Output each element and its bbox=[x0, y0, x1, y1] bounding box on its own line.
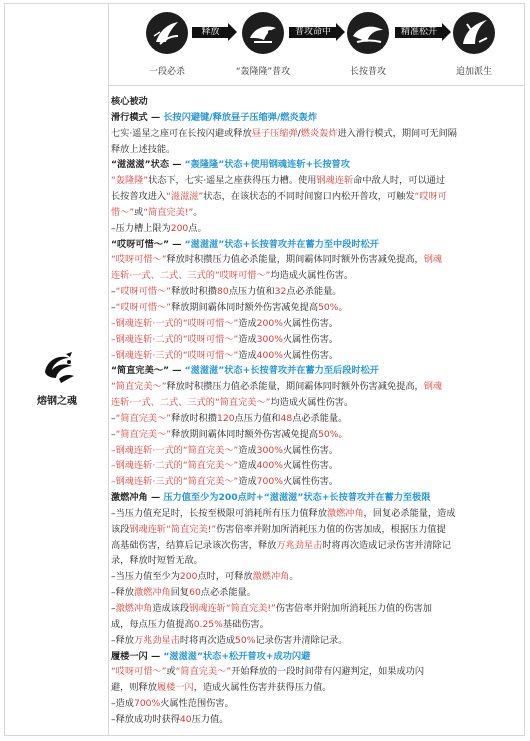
text-segment: 或 bbox=[134, 206, 144, 218]
text-segment: 60 bbox=[189, 587, 201, 599]
text-segment: 造成 bbox=[238, 476, 257, 488]
text-segment: “轰隆隆” bbox=[111, 175, 149, 187]
text-segment: 滑行模式 — bbox=[111, 111, 164, 123]
text-segment: 释放上述技能。 bbox=[111, 143, 176, 155]
text-segment: 状态，在该状态的不同时间窗口内松开普攻，可触发 bbox=[203, 191, 415, 203]
skill-table bbox=[4, 3, 525, 736]
text-segment: 激燃冲角 — bbox=[111, 492, 164, 504]
text-segment: 均造成火属性伤害。 bbox=[270, 270, 354, 282]
text-segment: –释放 bbox=[111, 587, 134, 599]
ultimate-skill-icon bbox=[146, 12, 188, 54]
text-segment: “哎呀可惜～” bbox=[182, 333, 239, 345]
description-line bbox=[111, 189, 524, 205]
text-segment: 激燃冲角 bbox=[133, 587, 171, 599]
text-segment: 钢魂连斩 bbox=[316, 175, 354, 187]
text-segment: –钢魂连斩·三式的 bbox=[111, 476, 183, 488]
text-segment: 万兆劲星击 bbox=[276, 539, 323, 551]
description-line bbox=[111, 379, 524, 395]
skill-name-cell bbox=[5, 4, 109, 735]
text-segment: 昼子压缩弹 bbox=[251, 127, 298, 139]
text-segment: 点必杀能量。 bbox=[286, 286, 342, 298]
description-line bbox=[111, 522, 524, 538]
text-segment: “简直完美!” bbox=[143, 206, 194, 218]
text-segment: 录，释放时短暂无敌。 bbox=[111, 555, 203, 567]
text-segment: “哎呀可 bbox=[414, 191, 447, 203]
text-segment: 释放时积攒 bbox=[171, 286, 217, 298]
description-line bbox=[111, 649, 524, 665]
text-segment: 惜～” bbox=[111, 206, 135, 218]
text-segment: 七实·遥星之座可在长按闪避或释放 bbox=[111, 127, 252, 139]
description-line bbox=[111, 142, 524, 158]
text-segment: 400% bbox=[256, 460, 283, 472]
flow-arrow-2 bbox=[289, 23, 345, 42]
flow-arrow-3 bbox=[395, 23, 451, 42]
text-segment: / bbox=[297, 127, 301, 139]
description-line bbox=[111, 712, 524, 728]
text-segment: 基础伤害。 bbox=[222, 618, 269, 630]
text-segment: –造成 bbox=[111, 698, 134, 710]
text-segment: 700% bbox=[133, 698, 161, 710]
description-line bbox=[111, 553, 524, 569]
text-segment: 压力值至少为200点时+“滋滋滋”状态+长按普攻并在蓄力至极限 bbox=[163, 492, 431, 504]
text-segment: 200% bbox=[256, 317, 283, 329]
text-segment: 钢魂 bbox=[423, 254, 443, 266]
text-segment: –钢魂连斩·一式的 bbox=[111, 317, 183, 329]
description-line bbox=[111, 316, 524, 332]
text-segment: “简直完美～” bbox=[182, 444, 239, 456]
text-segment: 释放时积攒压力值必杀能量，期间霸体同时额外伤害减免提高， bbox=[166, 254, 424, 266]
text-segment: “简直完美～” — bbox=[111, 365, 185, 377]
text-segment: 释放期间霸体同时额外伤害减免提高 bbox=[171, 301, 319, 313]
text-segment: 80 bbox=[217, 286, 229, 298]
normal-attack-icon bbox=[242, 12, 284, 54]
description-line bbox=[111, 633, 524, 649]
text-segment: “简直完美～” bbox=[214, 397, 271, 409]
text-segment: 钢魂连斩“简直完美!” bbox=[189, 603, 276, 614]
text-segment: 50% bbox=[318, 301, 339, 313]
text-segment: 火属性伤害。 bbox=[282, 349, 339, 361]
text-segment: 700% bbox=[256, 476, 283, 488]
flow-arrow-label-2: 普攻命中 bbox=[294, 27, 331, 37]
text-segment: 50% bbox=[318, 428, 339, 440]
text-segment: “滋滋滋”状态+长按普攻并在蓄力至后段时松开 bbox=[184, 365, 379, 377]
text-segment: 0.25% bbox=[193, 618, 223, 630]
text-segment: 火属性范围伤害。 bbox=[160, 698, 234, 710]
description-line bbox=[111, 696, 524, 712]
text-segment: 50% bbox=[235, 634, 256, 646]
text-segment: 点必杀能量。 bbox=[200, 587, 256, 599]
text-segment: “简直完美～” bbox=[111, 381, 167, 393]
text-segment: 该段 bbox=[111, 523, 130, 535]
text-segment: 燃炎轰炸 bbox=[300, 127, 338, 139]
description-line bbox=[111, 363, 524, 379]
description-line bbox=[111, 585, 524, 601]
text-segment: 钢魂 bbox=[423, 381, 443, 393]
text-segment: 。 bbox=[338, 428, 348, 440]
text-segment: 高基础伤害，结算后记录该次伤害，释放 bbox=[111, 539, 277, 551]
skill-name: 熔钢之魂 bbox=[37, 396, 77, 407]
description-line bbox=[111, 268, 524, 284]
description-line bbox=[111, 458, 524, 474]
text-segment: – bbox=[111, 286, 116, 298]
text-segment: 200 bbox=[170, 222, 189, 234]
text-segment: 或 bbox=[166, 666, 176, 678]
text-segment: 均造成火属性伤害。 bbox=[270, 397, 354, 409]
text-segment: 48 bbox=[280, 412, 293, 424]
text-segment: “哎呀可惜～” bbox=[115, 301, 172, 313]
description-line bbox=[111, 680, 524, 696]
text-segment: “哎呀可惜～” bbox=[214, 270, 271, 282]
text-segment: ，造成火属性伤害并获得压力值。 bbox=[193, 682, 332, 694]
description-line bbox=[111, 664, 524, 680]
description-line bbox=[111, 427, 524, 443]
text-segment: “简直完美～” bbox=[115, 412, 172, 424]
text-segment: 造成该段 bbox=[152, 603, 190, 614]
description-line bbox=[111, 205, 524, 221]
text-segment: 造成 bbox=[238, 444, 257, 456]
text-segment: 激燃冲角 bbox=[115, 603, 153, 614]
description-line bbox=[111, 110, 524, 126]
text-segment: –钢魂连斩·三式的 bbox=[111, 349, 183, 361]
text-segment: 释放期间霸体同时额外伤害减免提高 bbox=[171, 428, 319, 440]
text-segment: 300% bbox=[256, 444, 283, 456]
text-segment: 激燃冲角 bbox=[252, 571, 290, 583]
text-segment: 造成 bbox=[238, 317, 257, 329]
text-segment: –释放成功时获得 bbox=[111, 713, 180, 725]
text-segment: “哎呀可惜～” bbox=[182, 349, 239, 361]
text-segment: “哎呀可惜～” bbox=[182, 317, 239, 329]
description-line bbox=[111, 506, 524, 522]
description-line bbox=[111, 617, 524, 633]
flow-diagram bbox=[109, 4, 524, 86]
text-segment: 进入滑行模式，期间可无间隔 bbox=[337, 127, 457, 139]
text-segment: “哎呀可惜～” bbox=[111, 254, 167, 266]
description-line bbox=[111, 300, 524, 316]
text-segment: 长按普攻进入 bbox=[111, 191, 167, 203]
text-segment: 300% bbox=[256, 333, 283, 345]
text-segment: 点压力值和 bbox=[228, 286, 275, 298]
description-line bbox=[111, 411, 524, 427]
text-segment: 成，每点压力值提高 bbox=[111, 618, 194, 630]
text-segment: “简直完美～” bbox=[182, 476, 239, 488]
description-line bbox=[111, 237, 524, 253]
description-line bbox=[111, 332, 524, 348]
text-segment: “滋滋滋” bbox=[166, 191, 204, 203]
text-segment: “简直完美～” bbox=[115, 428, 172, 440]
text-segment: 避，则释放 bbox=[111, 682, 157, 694]
flow-caption-2: “轰隆隆”普攻 bbox=[235, 67, 291, 77]
flow-caption-3: 长按普攻 bbox=[349, 67, 386, 77]
description-line bbox=[111, 569, 524, 585]
text-segment: 钢魂连斩“简直完美!” bbox=[129, 523, 217, 535]
text-segment: 造成 bbox=[238, 460, 257, 472]
text-segment: –当压力值充足时，长按至极限可消耗所有压力值释放 bbox=[111, 507, 327, 519]
text-segment: 激燃冲角 bbox=[326, 507, 364, 519]
text-segment: 点必杀能量。 bbox=[292, 412, 348, 424]
text-segment: “哎呀可惜～” bbox=[111, 666, 167, 678]
description-line bbox=[111, 538, 524, 554]
hold-attack-icon bbox=[347, 12, 389, 54]
text-segment: 核心被动 bbox=[111, 96, 148, 107]
flow-caption-4: 追加派生 bbox=[455, 67, 492, 77]
text-segment: 火属性伤害。 bbox=[282, 460, 339, 472]
description-line bbox=[111, 474, 524, 490]
text-segment: –钢魂连斩·二式的 bbox=[111, 460, 183, 472]
text-segment: – bbox=[111, 603, 116, 614]
text-segment: ，回复必杀能量，造成 bbox=[363, 507, 456, 519]
description-line bbox=[111, 221, 524, 237]
text-segment: 400% bbox=[256, 349, 283, 361]
text-segment: “滋滋滋”状态+松开普攻+成功闪避 bbox=[163, 650, 311, 662]
text-segment: 释放时积攒 bbox=[171, 412, 217, 424]
text-segment: “哎呀可惜～” — bbox=[111, 238, 185, 250]
text-segment: 履楼一闪 bbox=[156, 682, 194, 694]
text-segment: –钢魂连斩·一式的 bbox=[111, 444, 183, 456]
text-segment: 连斩·一式、二式、三式的 bbox=[111, 397, 215, 409]
text-segment: “简直完美～” bbox=[182, 460, 239, 472]
flame-swirl-emblem-icon bbox=[39, 348, 79, 388]
text-segment: 。 bbox=[338, 301, 348, 313]
text-segment: “简直完美～” bbox=[175, 666, 232, 678]
text-segment: – bbox=[111, 412, 116, 424]
flow-arrow-label-1: 释放 bbox=[201, 27, 220, 37]
text-segment: 伤害倍率并附加所消耗压力值的伤害加 bbox=[275, 603, 432, 614]
text-segment: 时将再次造成 bbox=[179, 634, 236, 646]
text-segment: 回复 bbox=[170, 587, 190, 599]
text-segment: 火属性伤害。 bbox=[282, 476, 339, 488]
text-segment: 造成 bbox=[238, 349, 257, 361]
text-segment: 点时，可释放 bbox=[197, 571, 253, 583]
text-segment: 履楼一闪 — bbox=[111, 650, 164, 662]
description-line bbox=[111, 601, 524, 617]
passive-description bbox=[111, 94, 524, 728]
text-segment: 连斩·一式、二式、三式的 bbox=[111, 270, 215, 282]
text-segment: 记录伤害并清除记录。 bbox=[255, 634, 348, 646]
text-segment: 万兆劲星击 bbox=[133, 634, 180, 646]
description-line bbox=[111, 126, 524, 142]
description-line bbox=[111, 490, 524, 506]
text-segment: 时将再次造成记录伤害并清除记 bbox=[322, 539, 451, 551]
description-line bbox=[111, 348, 524, 364]
text-segment: 伤害倍率并附加所消耗压力值的伤害加成，根据压力值提 bbox=[216, 523, 446, 535]
flow-arrow-1 bbox=[192, 23, 237, 42]
text-segment: –当压力值至少为 bbox=[111, 571, 180, 583]
text-segment: 200 bbox=[179, 571, 198, 583]
text-segment: “哎呀可惜～” bbox=[115, 286, 172, 298]
text-segment: 命中敌人时，可以通过 bbox=[353, 175, 446, 187]
text-segment: 火属性伤害。 bbox=[282, 444, 339, 456]
text-segment: 点压力值和 bbox=[234, 412, 281, 424]
description-line bbox=[111, 284, 524, 300]
text-segment: 32 bbox=[274, 286, 287, 298]
text-segment: “轰隆隆”状态+使用钢魂连斩+长按普攻 bbox=[184, 159, 350, 171]
text-segment: 火属性伤害。 bbox=[282, 317, 339, 329]
text-segment: 开始释放的一段时间带有闪避判定，如果成功闪 bbox=[231, 666, 425, 678]
text-segment: 状态下，七实·遥星之座获得压力槽。使用 bbox=[148, 175, 317, 187]
flow-arrow-label-3: 精准松开 bbox=[400, 27, 437, 37]
description-line bbox=[111, 443, 524, 459]
text-segment: “滋滋滋”状态 — bbox=[111, 159, 185, 171]
text-segment: 长按闪避键/释放昼子压缩弹/燃炎轰炸 bbox=[163, 111, 318, 123]
text-segment: 压力值。 bbox=[191, 713, 229, 725]
text-segment: 。 bbox=[289, 571, 299, 583]
text-segment: –钢魂连斩·二式的 bbox=[111, 333, 183, 345]
text-segment: 释放时积攒压力值必杀能量，期间霸体同时额外伤害减免提高， bbox=[166, 381, 424, 393]
text-segment: 火属性伤害。 bbox=[282, 333, 339, 345]
description-line bbox=[111, 252, 524, 268]
text-segment: 造成 bbox=[238, 333, 257, 345]
text-segment: 120 bbox=[217, 412, 235, 424]
text-segment: –释放 bbox=[111, 634, 134, 646]
description-line bbox=[111, 395, 524, 411]
text-segment: “滋滋滋”状态+长按普攻并在蓄力至中段时松开 bbox=[184, 238, 379, 250]
flow-caption-1: 一段必杀 bbox=[148, 67, 185, 77]
text-segment: – bbox=[111, 301, 116, 313]
follow-up-icon bbox=[453, 12, 495, 54]
text-segment: 40 bbox=[179, 713, 192, 725]
description-line bbox=[111, 173, 524, 189]
text-segment: –压力槽上限为 bbox=[111, 222, 171, 234]
text-segment: – bbox=[111, 428, 116, 440]
description-line bbox=[111, 157, 524, 173]
text-segment: 。 bbox=[193, 206, 203, 218]
description-line bbox=[111, 94, 524, 110]
text-segment: 点。 bbox=[188, 222, 207, 234]
